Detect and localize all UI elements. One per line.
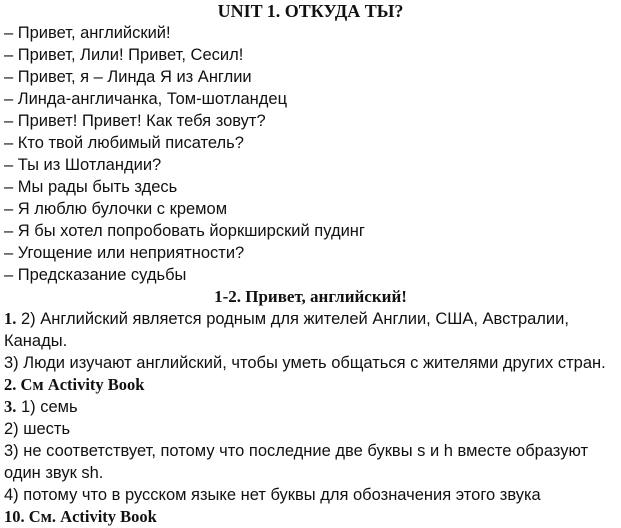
vocab-item: – Привет, английский! [4,24,171,42]
answers [4,308,617,528]
vocab-item: – Угощение или неприятности? [4,244,245,262]
answer-text: 2) Английский является родным для жителей Англии, США, Австралии, Канады. [4,310,569,350]
answer-10: 10. См. Activity Book [4,507,157,526]
answer-text: 1) семь [16,398,78,416]
vocab-item: – Линда-англичанка, Том-шотландец [4,90,288,108]
answer-3 [4,396,617,418]
section-subtitle: 1-2. Привет, английский! [214,287,407,306]
vocab-item: – Предсказание судьбы [4,266,187,284]
answer-3-4: 4) потому что в русском языке нет буквы для обозначения этого звука [4,486,541,504]
page-title: UNIT 1. ОТКУДА ТЫ? [217,1,404,21]
answer-3-2: 2) шесть [4,420,71,438]
answer-number: 3. [4,397,17,416]
vocab-list [4,22,617,286]
vocab-item: – Ты из Шотландии? [4,156,162,174]
vocab-item: – Мы рады быть здесь [4,178,178,196]
vocab-item: – Я бы хотел попробовать йоркширский пудинг [4,222,365,240]
answer-number: 1. [4,309,17,328]
vocab-item: – Я люблю булочки с кремом [4,200,228,218]
answer-1 [4,308,617,352]
vocab-item: – Кто твой любимый писатель? [4,134,244,152]
answer-1-3: 3) Люди изучают английский, чтобы уметь общаться с жителями других стран. [4,354,606,372]
vocab-item: – Привет, я – Линда Я из Англии [4,68,252,86]
answer-3-3: 3) не соответствует, потому что последние две буквы s и h вместе образуют один звук sh. [4,442,589,482]
vocab-item: – Привет! Привет! Как тебя зовут? [4,112,266,130]
vocab-item: – Привет, Лили! Привет, Сесил! [4,46,244,64]
answer-2: 2. См Activity Book [4,375,145,394]
